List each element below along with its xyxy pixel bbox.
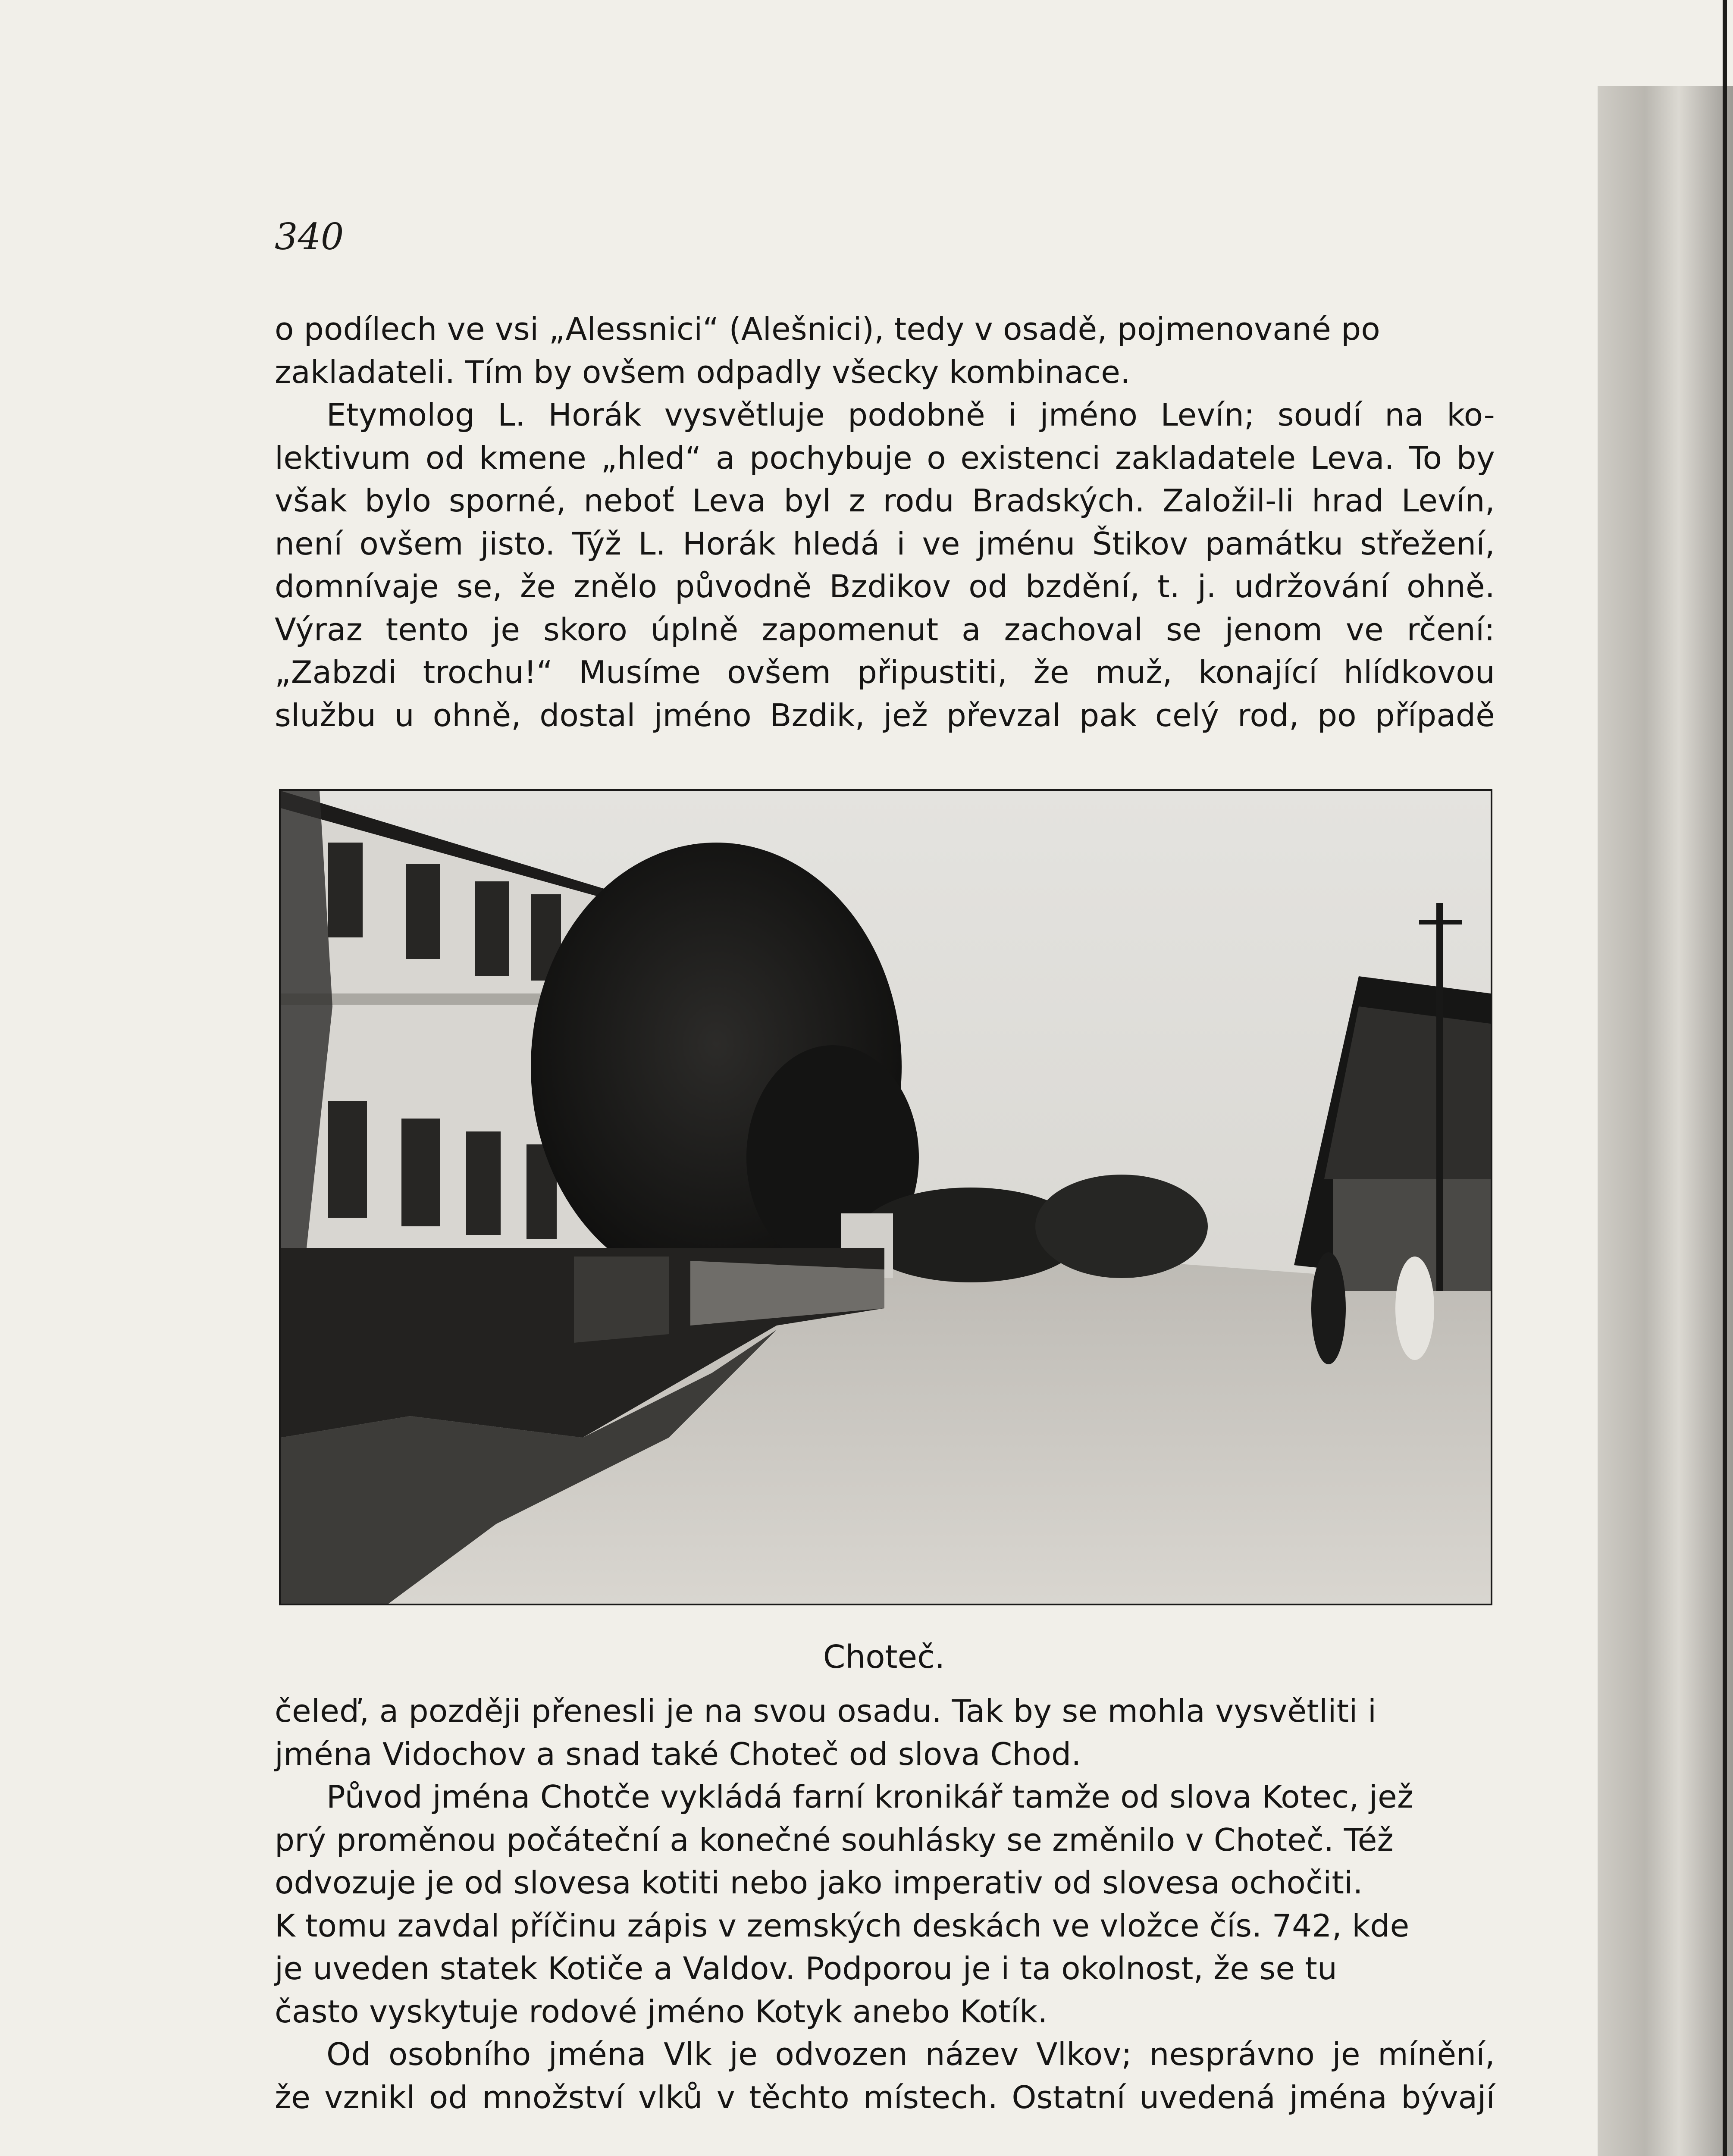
text-line: Původ jména Chotče vykládá farní kronikář tamže od slova Kotec, jež (326, 1779, 1414, 1815)
paragraph-2 (275, 394, 1495, 737)
text-line: „Zabzdi trochu!“ Musíme ovšem připustiti, že muž, konající hlídkovou (275, 655, 1495, 691)
paragraph-5 (275, 2034, 1495, 2119)
text-line: Od osobního jména Vlk je odvozen název Vlkov; nesprávno je mínění, (326, 2037, 1495, 2073)
photo-caption: Choteč. (823, 1639, 945, 1676)
text-line: Etymolog L. Horák vysvětluje podobně i jméno Levín; soudí na ko- (326, 397, 1495, 433)
top-text-block (275, 308, 1495, 737)
text-line: odvozuje je od slovesa kotiti nebo jako imperativ od slovesa ochočiti. (275, 1865, 1363, 1901)
text-line: je uveden statek Kotiče a Valdov. Podporou je i ta okolnost, že se tu (275, 1951, 1338, 1987)
text-line: o podílech ve vsi „Alessnici“ (Alešnici), tedy v osadě, pojmenované po (275, 311, 1380, 348)
text-line: zakladateli. Tím by ovšem odpadly všecky kombinace. (275, 354, 1131, 391)
village-street-photo (279, 789, 1492, 1605)
text-line: že vznikl od množství vlků v těchto místech. Ostatní uvedená jména bývají (275, 2079, 1495, 2116)
paragraph-4 (275, 1776, 1495, 2034)
text-line: čeleď, a později přenesli je na svou osadu. Tak by se mohla vysvětliti i (275, 1693, 1377, 1730)
paragraph-3 (275, 1690, 1495, 1776)
text-line: lektivum od kmene „hled“ a pochybuje o existenci zakladatele Leva. To by (275, 440, 1495, 476)
text-line: však bylo sporné, neboť Leva byl z rodu Bradských. Založil-li hrad Levín, (275, 483, 1495, 519)
text-line: jména Vidochov a snad také Choteč od slova Chod. (275, 1736, 1081, 1773)
page-edge-shadow (1598, 86, 1733, 2156)
text-line: službu u ohně, dostal jméno Bzdik, jež převzal pak celý rod, po případě (275, 697, 1495, 734)
text-line: Výraz tento je skoro úplně zapomenut a zachoval se jenom ve rčení: (275, 611, 1495, 648)
text-line: K tomu zavdal příčinu zápis v zemských deskách ve vložce čís. 742, kde (275, 1908, 1410, 1944)
bottom-text-block (275, 1690, 1495, 2119)
page-number: 340 (275, 216, 344, 258)
text-line: není ovšem jisto. Týž L. Horák hledá i ve jménu Štikov památku střežení, (275, 526, 1495, 562)
text-line: domnívaje se, že znělo původně Bzdikov od bzdění, t. j. udržování ohně. (275, 569, 1495, 605)
paragraph-1 (275, 308, 1495, 394)
page-edge-line (1723, 0, 1727, 2156)
text-line: prý proměnou počáteční a konečné souhlásky se změnilo v Choteč. Též (275, 1822, 1394, 1858)
text-line: často vyskytuje rodové jméno Kotyk anebo Kotík. (275, 1993, 1048, 2030)
